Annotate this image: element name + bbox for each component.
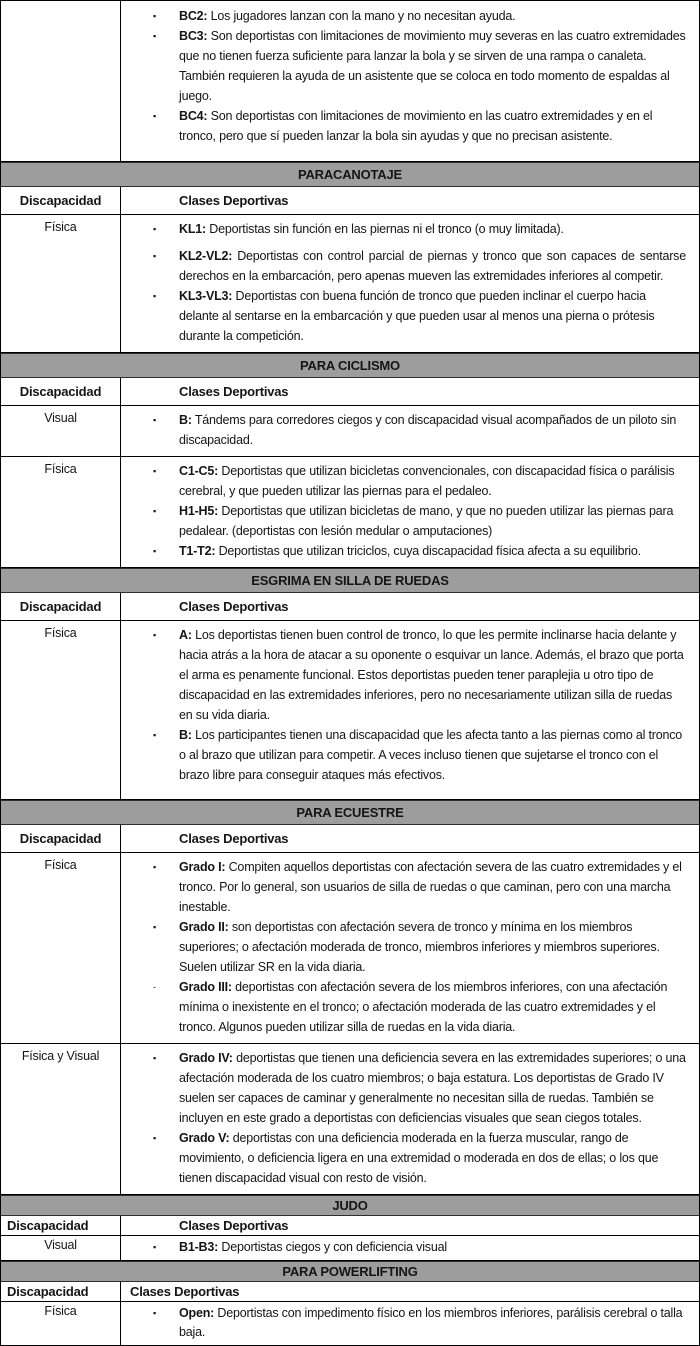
cell-clases — [121, 1302, 699, 1345]
table-row-boccia-continuation — [0, 1, 700, 162]
class-description — [179, 1128, 686, 1188]
section-header-para-ciclismo: PARA CICLISMO — [0, 353, 700, 378]
class-description — [179, 625, 686, 725]
bullet-icon: ▪ — [153, 466, 157, 476]
class-text: Los participantes tienen una discapacidad que les afecta tanto a las piernas como al tronco o al brazo que utilizan para competir. A veces incluso tienen que sujetarse el tronco con el brazo libre para conseguir ataques más efectivos. — [179, 728, 683, 782]
bullet-icon: ▪ — [153, 862, 157, 872]
list-item — [153, 461, 686, 501]
cell-clases — [121, 621, 699, 799]
class-text: deportistas con afectación severa de los miembros inferiores, con una afectación mínima o inexistente en el tronco; o afectación moderada de las cuatro extremidades y el tronco. Algunos pueden utilizar silla de ruedas en la vida diaria. — [179, 980, 668, 1034]
class-code: KL2-VL2: — [179, 249, 233, 263]
cell-clases — [121, 457, 699, 567]
class-description — [179, 1238, 686, 1257]
class-description — [179, 1304, 686, 1342]
table-row — [0, 1302, 700, 1346]
list-item — [153, 1128, 686, 1188]
list-item — [153, 286, 686, 346]
cell-discapacidad — [1, 1236, 121, 1260]
class-description — [179, 26, 686, 106]
class-code: H1-H5: — [179, 504, 219, 518]
dash-icon: - — [153, 982, 156, 992]
list-item — [153, 977, 686, 1037]
class-code: C1-C5: — [179, 464, 219, 478]
class-list — [121, 457, 699, 567]
header-discapacidad: Discapacidad — [1, 187, 121, 214]
header-discapacidad: Discapacidad — [1, 378, 121, 405]
column-header-row — [0, 1282, 700, 1302]
class-text: Deportistas ciegos y con deficiencia visual — [221, 1240, 447, 1254]
discapacidad-value: Visual — [44, 411, 77, 425]
table-row — [0, 853, 700, 1044]
list-item — [153, 219, 686, 239]
bullet-icon: ▪ — [153, 1133, 157, 1143]
cell-discapacidad — [1, 621, 121, 799]
class-text: Deportistas que utilizan bicicletas de mano, y que no pueden utilizar las piernas para pedalear. (deportistas con lesión medular o amputaciones) — [179, 504, 674, 538]
table-row — [0, 457, 700, 568]
class-description — [179, 917, 686, 977]
list-item — [153, 6, 686, 26]
header-discapacidad: Discapacidad — [1, 825, 121, 852]
table-row — [0, 406, 700, 457]
class-text: Deportistas con buena función de tronco que pueden inclinar el cuerpo hacia delante al sentarse en la embarcación y que pueden usar al menos una pierna o prótesis durante la competición. — [179, 289, 655, 343]
class-text: Deportistas con control parcial de piernas y tronco que son capaces de sentarse derechos en la embarcación, pero apenas mueven las extremidades inferiores al competir. — [179, 249, 686, 283]
class-list — [121, 406, 699, 456]
class-list — [121, 215, 699, 352]
class-code: BC3: — [179, 29, 208, 43]
bullet-icon: ▪ — [153, 111, 157, 121]
section-header-esgrima: ESGRIMA EN SILLA DE RUEDAS — [0, 568, 700, 593]
section-header-para-ecuestre: PARA ECUESTRE — [0, 800, 700, 825]
header-discapacidad: Discapacidad — [1, 593, 121, 620]
bullet-icon: ▪ — [153, 291, 157, 301]
table-row — [0, 1236, 700, 1261]
table-row — [0, 621, 700, 800]
cell-clases — [121, 853, 699, 1043]
section-header-judo: JUDO — [0, 1195, 700, 1216]
class-description — [179, 725, 686, 785]
bullet-icon: ▪ — [153, 922, 157, 932]
class-description — [179, 219, 686, 239]
class-list — [121, 1302, 699, 1345]
class-code: T1-T2: — [179, 544, 216, 558]
class-code: Open: — [179, 1306, 215, 1320]
discapacidad-value: Física — [44, 626, 77, 640]
class-description — [179, 857, 686, 917]
class-text: Compiten aquellos deportistas con afectación severa de las cuatro extremidades y el tronco. Por lo general, son usuarios de silla de ruedas o que caminan, pero con una marcha inestable. — [179, 860, 682, 914]
class-description — [179, 246, 686, 286]
class-description — [179, 286, 686, 346]
class-text: son deportistas con afectación severa de tronco y mínima en los miembros superiores; o afectación moderada de tronco, miembros inferiores y miembros superiores. Suelen utilizar SR en la vida diaria. — [179, 920, 660, 974]
class-list — [121, 621, 699, 799]
section-header-para-powerlifting: PARA POWERLIFTING — [0, 1261, 700, 1282]
discapacidad-value: Física y Visual — [21, 1049, 100, 1063]
class-code: A: — [179, 628, 192, 642]
discapacidad-value: Física — [44, 1304, 77, 1318]
list-item — [153, 1238, 686, 1257]
cell-discapacidad — [1, 1044, 121, 1194]
column-header-row — [0, 187, 700, 215]
cell-discapacidad — [1, 1302, 121, 1345]
list-item — [153, 917, 686, 977]
bullet-icon: ▪ — [153, 224, 157, 234]
list-item — [153, 725, 686, 785]
cell-clases — [121, 1236, 699, 1260]
cell-discapacidad — [1, 215, 121, 352]
discapacidad-value: Física — [44, 220, 77, 234]
list-item — [153, 26, 686, 106]
class-code: Grado II: — [179, 920, 229, 934]
class-text: Los jugadores lanzan con la mano y no necesitan ayuda. — [210, 9, 516, 23]
list-item — [153, 625, 686, 725]
column-header-row — [0, 378, 700, 406]
discapacidad-value: Física — [44, 858, 77, 872]
class-text: Tándems para corredores ciegos y con discapacidad visual acompañados de un piloto sin discapacidad. — [179, 413, 677, 447]
section-header-paracanotaje: PARACANOTAJE — [0, 162, 700, 187]
class-code: B: — [179, 728, 192, 742]
class-list — [121, 853, 699, 1043]
class-text: Los deportistas tienen buen control de tronco, lo que les permite inclinarse hacia delante y hacia atrás a la hora de atacar a su oponente o esquivar un lance. Además, el brazo que porta el arma es penamente funcional. Estos deportistas pueden tener paraplejia u otro tipo de discapacidad en las extremidades inferiores, pero no necesariamente utilizan silla de ruedas en su vida diaria. — [179, 628, 684, 722]
list-item — [153, 1304, 686, 1342]
class-code: B: — [179, 413, 192, 427]
bullet-icon: ▪ — [153, 415, 157, 425]
header-clases-deportivas: Clases Deportivas — [179, 1218, 289, 1233]
bullet-icon: ▪ — [153, 546, 157, 556]
class-description — [179, 1048, 686, 1128]
column-header-row — [0, 593, 700, 621]
header-discapacidad: Discapacidad — [1, 1216, 121, 1235]
bullet-icon: ▪ — [153, 1053, 157, 1063]
table-row — [0, 215, 700, 353]
header-clases-deportivas: Clases Deportivas — [130, 1284, 240, 1299]
cell-discapacidad — [1, 457, 121, 567]
class-code: KL1: — [179, 222, 206, 236]
class-text: Son deportistas con limitaciones de movimiento muy severas en las cuatro extremidades que no tienen fuerza suficiente para lanzar la bola y se sirven de una rampa o canaleta. También requieren la ayuda de un asistente que se coloca en todo momento de espaldas al juego. — [179, 29, 686, 103]
cell-discapacidad — [1, 853, 121, 1043]
class-code: Grado V: — [179, 1131, 230, 1145]
list-item — [153, 501, 686, 541]
class-text: deportistas que tienen una deficiencia severa en las extremidades superiores; o una afectación moderada de los cuatro miembros; o baja estatura. Los deportistas de Grado IV suelen ser capaces de caminar y generalmente no necesitan silla de ruedas. También se incluyen en este grado a deportistas con deficiencias visuales que sean ciegos totales. — [179, 1051, 686, 1125]
class-description — [179, 461, 686, 501]
bullet-icon: ▪ — [153, 506, 157, 516]
discapacidad-value: Física — [44, 462, 77, 476]
cell-discapacidad-empty — [1, 1, 121, 161]
header-clases-deportivas: Clases Deportivas — [179, 384, 289, 399]
cell-clases — [121, 1, 699, 161]
class-list — [121, 1236, 699, 1260]
class-code: KL3-VL3: — [179, 289, 233, 303]
column-header-row — [0, 825, 700, 853]
class-text: Deportistas que utilizan bicicletas convencionales, con discapacidad física o parálisis cerebral, y que pueden utilizar las piernas para el pedaleo. — [179, 464, 675, 498]
class-text: Deportistas con impedimento físico en los miembros inferiores, parálisis cerebral o talla baja. — [179, 1306, 683, 1339]
bullet-icon: ▪ — [153, 11, 157, 21]
header-clases-deportivas: Clases Deportivas — [179, 193, 289, 208]
cell-clases — [121, 215, 699, 352]
class-code: BC2: — [179, 9, 208, 23]
list-item — [153, 246, 686, 286]
class-description — [179, 106, 686, 146]
bullet-icon: ▪ — [153, 730, 157, 740]
column-header-row — [0, 1216, 700, 1236]
class-description — [179, 501, 686, 541]
class-code: Grado III: — [179, 980, 232, 994]
list-item — [153, 410, 686, 450]
class-description — [179, 541, 686, 561]
discapacidad-value: Visual — [44, 1238, 77, 1252]
list-item — [153, 857, 686, 917]
list-item — [153, 1048, 686, 1128]
table-row — [0, 1044, 700, 1195]
class-code: B1-B3: — [179, 1240, 219, 1254]
class-list — [121, 1044, 699, 1194]
header-discapacidad: Discapacidad — [1, 1282, 121, 1301]
bullet-icon: ▪ — [153, 1308, 157, 1318]
cell-discapacidad — [1, 406, 121, 456]
cell-clases — [121, 1044, 699, 1194]
bullet-icon: ▪ — [153, 31, 157, 41]
list-item — [153, 541, 686, 561]
class-text: Deportistas que utilizan triciclos, cuya discapacidad física afecta a su equilibrio. — [218, 544, 641, 558]
class-list — [121, 1, 699, 161]
class-text: deportistas con una deficiencia moderada en la fuerza muscular, rango de movimiento, o deficiencia ligera en una extremidad o moderada en dos de ellas; o los que tienen discapacidad visual con resto de visión. — [179, 1131, 659, 1185]
class-description — [179, 977, 686, 1037]
bullet-icon: ▪ — [153, 1242, 157, 1252]
cell-clases — [121, 406, 699, 456]
class-code: BC4: — [179, 109, 208, 123]
class-code: Grado IV: — [179, 1051, 233, 1065]
header-clases-deportivas: Clases Deportivas — [179, 599, 289, 614]
class-description — [179, 410, 686, 450]
class-code: Grado I: — [179, 860, 226, 874]
bullet-icon: ▪ — [153, 251, 157, 261]
class-text: Deportistas sin función en las piernas ni el tronco (o muy limitada). — [209, 222, 564, 236]
class-text: Son deportistas con limitaciones de movimiento en las cuatro extremidades y en el tronco, pero que sí pueden lanzar la bola sin ayudas y que no precisan asistente. — [179, 109, 653, 143]
header-clases-deportivas: Clases Deportivas — [179, 831, 289, 846]
list-item — [153, 106, 686, 146]
bullet-icon: ▪ — [153, 630, 157, 640]
class-description — [179, 6, 686, 26]
